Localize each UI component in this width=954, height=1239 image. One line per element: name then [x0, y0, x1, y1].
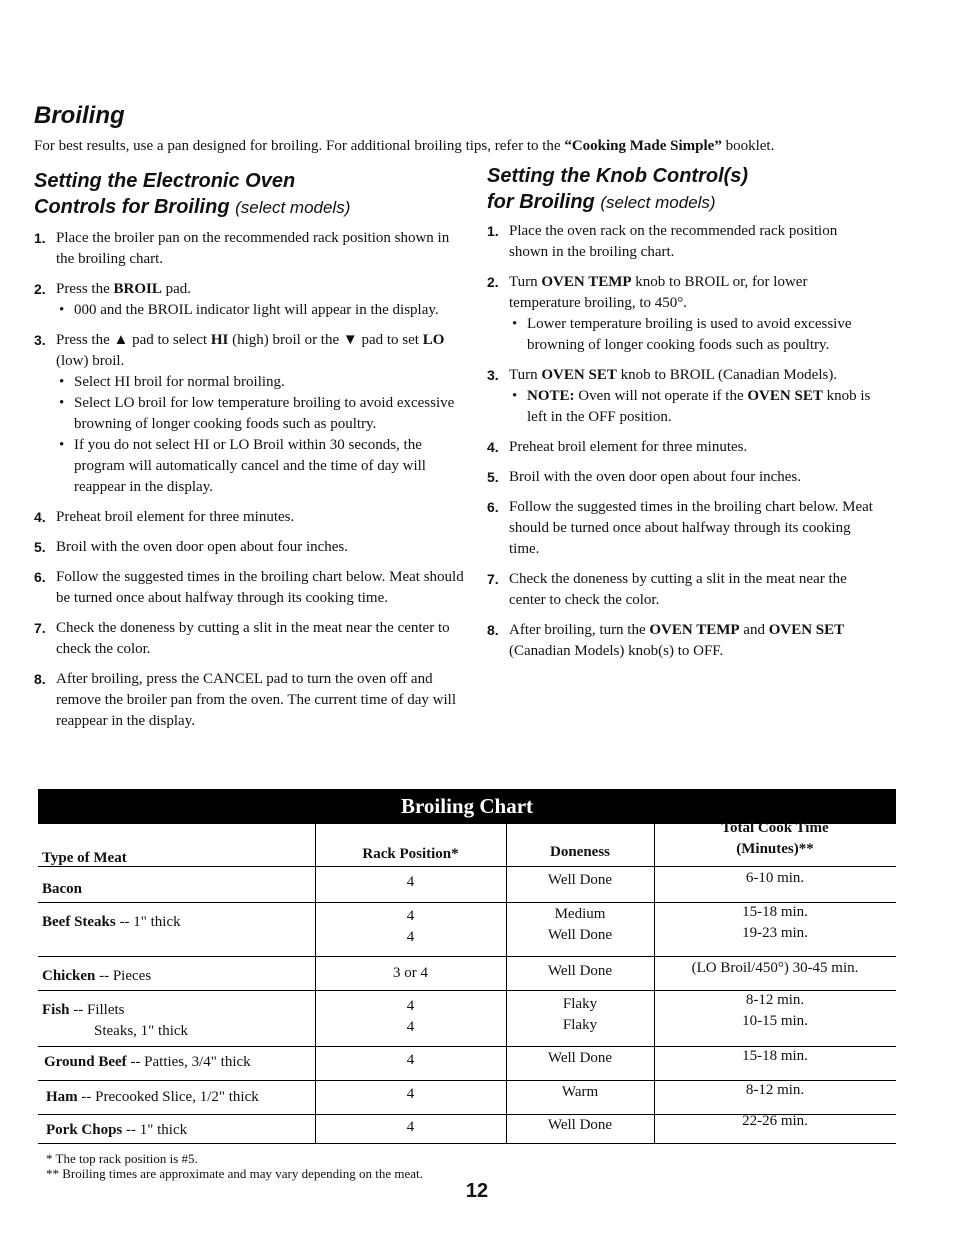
- left-step-4: 4. Preheat broil element for three minutes.: [34, 509, 295, 525]
- right-step-5: 5. Broil with the oven door open about four inches.: [487, 469, 802, 485]
- right-step-8: 8. After broiling, turn the OVEN TEMP and OVEN SET (Canadian Models) knob(s) to OFF.: [487, 622, 845, 659]
- table-cell: 15-18 min. 19-23 min.: [742, 904, 808, 941]
- table-row-ground-beef-meat: Ground Beef -- Patties, 3/4" thick: [44, 1054, 251, 1070]
- table-cell: Flaky Flaky: [562, 996, 598, 1033]
- right-heading: Setting the Knob Control(s) for Broiling (select models): [487, 165, 749, 213]
- header-doneness: Doneness: [549, 844, 610, 860]
- right-step-3: 3. Turn OVEN SET knob to BROIL (Canadian Models). • NOTE: Oven will not operate if the OVEN SET knob is left in the OFF position.: [487, 365, 879, 428]
- table-row-chicken-meat: Chicken -- Pieces: [42, 968, 152, 984]
- table-cell: 22-26 min.: [742, 1113, 808, 1129]
- right-steps: [487, 221, 879, 671]
- footnotes: * The top rack position is #5. ** Broiling times are approximate and may vary depending on the meat.: [46, 1151, 423, 1181]
- table-cell: Medium Well Done: [547, 906, 613, 943]
- left-step-5: 5. Broil with the oven door open about four inches.: [34, 539, 349, 555]
- left-step-7: 7. Check the doneness by cutting a slit in the meat near the center to check the color.: [34, 620, 450, 657]
- table-cell: Warm: [561, 1084, 599, 1100]
- table-cell: Well Done: [547, 963, 613, 979]
- right-step-2: 2. Turn OVEN TEMP knob to BROIL or, for lower temperature broiling, to 450°. • Lower temperature broiling is used to avoid excessive browning of longer cooking foods such as poultry.: [487, 272, 879, 356]
- table-cell: 15-18 min.: [742, 1048, 808, 1064]
- left-step-3: 3. Press the ▲ pad to select HI (high) broil or the ▼ pad to set LO (low) broil. • Select HI broil for normal broiling. • Select LO broil for low temperature broiling to avoid excessive browning of longer cooking foods such as poultry. • If you do not select HI or LO Broil within 30 seconds, the program will automatically cancel and the time of day will reappear in the display.: [34, 330, 464, 498]
- chart-title: Broiling Chart: [38, 789, 896, 824]
- intro-text: For best results, use a pan designed for broiling. For additional broiling tips, refer to the “Cooking Made Simple” booklet.: [34, 138, 775, 154]
- right-step-7: 7. Check the doneness by cutting a slit in the meat near the center to check the color.: [487, 571, 847, 608]
- table-cell: 8-12 min.: [745, 1082, 805, 1098]
- left-steps: [34, 228, 464, 741]
- table-cell: 6-10 min.: [745, 870, 805, 886]
- left-step-6: 6. Follow the suggested times in the broiling chart below. Meat should be turned once about halfway through its cooking time.: [34, 569, 464, 606]
- table-cell: Well Done: [547, 1050, 613, 1066]
- table-cell: Well Done: [547, 1117, 613, 1133]
- table-cell: 4: [406, 1086, 415, 1102]
- table-cell: 4 4: [406, 908, 415, 945]
- table-row-ham-meat: Ham -- Precooked Slice, 1/2" thick: [46, 1089, 259, 1105]
- table-row-bacon-meat: Bacon: [42, 881, 83, 897]
- left-step-2: 2. Press the BROIL pad. • 000 and the BROIL indicator light will appear in the display.: [34, 279, 464, 321]
- header-rack: Rack Position*: [362, 846, 459, 862]
- table-cell: 4: [406, 1119, 415, 1135]
- table-cell: (LO Broil/450°) 30-45 min.: [691, 960, 859, 976]
- header-type: Type of Meat: [42, 850, 127, 866]
- right-step-6: 6. Follow the suggested times in the broiling chart below. Meat should be turned once about halfway through its cooking time.: [487, 499, 873, 557]
- table-cell: 4: [406, 874, 415, 890]
- broiling-chart: [38, 789, 896, 1144]
- table-row-pork-meat: Pork Chops -- 1" thick: [46, 1122, 188, 1138]
- left-heading: Setting the Electronic Oven Controls for Broiling (select models): [34, 170, 351, 218]
- table-cell: 4: [406, 1052, 415, 1068]
- table-row-fish-meat: Fish -- Fillets Steaks, 1" thick: [42, 1002, 189, 1039]
- left-step-1: 1. Place the broiler pan on the recommended rack position shown in the broiling chart.: [34, 230, 450, 267]
- page-number: 12: [465, 1180, 489, 1202]
- table-row-beef-meat: Beef Steaks -- 1" thick: [42, 914, 181, 930]
- table-cell: 4 4: [406, 998, 415, 1035]
- table-cell: 3 or 4: [393, 965, 428, 981]
- left-step-8: 8. After broiling, press the CANCEL pad to turn the oven off and remove the broiler pan from the oven. The current time of day will reappear in the display.: [34, 671, 457, 729]
- page-title: Broiling: [34, 102, 125, 129]
- table-cell: 8-12 min. 10-15 min.: [742, 992, 808, 1029]
- header-time: Total Cook Time (Minutes)**: [721, 820, 829, 857]
- right-step-1: 1. Place the oven rack on the recommended rack position shown in the broiling chart.: [487, 223, 838, 260]
- table-cell: Well Done: [547, 872, 613, 888]
- chart-grid: [38, 820, 896, 1144]
- right-step-4: 4. Preheat broil element for three minutes.: [487, 439, 748, 455]
